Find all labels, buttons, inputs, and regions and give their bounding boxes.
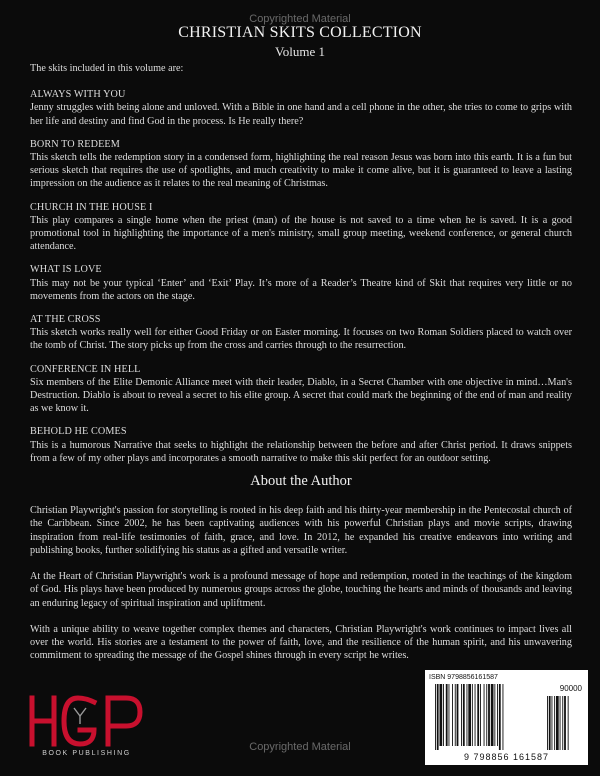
isbn-label: ISBN 9798856161587 xyxy=(429,674,498,681)
back-cover-text xyxy=(30,62,572,675)
skit-entry xyxy=(30,138,572,191)
barcode-bar xyxy=(455,684,456,746)
about-author-heading: About the Author xyxy=(250,473,352,490)
barcode-bar xyxy=(449,684,450,746)
barcode-bar xyxy=(443,684,444,746)
skit-title: BEHOLD HE COMES xyxy=(30,426,127,438)
barcode-bar xyxy=(480,684,481,746)
barcode-bar xyxy=(484,684,485,746)
volume-label: Volume 1 xyxy=(275,44,325,59)
skit-entry xyxy=(30,201,572,254)
skit-title: AT THE CROSS xyxy=(30,314,101,326)
barcode-bar xyxy=(461,684,462,746)
publisher-subtitle: BOOK PUBLISHING xyxy=(42,750,131,757)
book-title: CHRISTIAN SKITS COLLECTION xyxy=(178,24,422,41)
barcode-bar xyxy=(440,684,443,746)
price-code: 90000 xyxy=(559,684,582,693)
watermark-top: Copyrighted Material xyxy=(249,13,351,25)
skit-description: This sketch works really well for either Good Friday or on Easter morning. It focuses on two Roman Soldiers placed to watch over the tomb of Christ. The story picks up from the cross and carries through to the resurrection. xyxy=(30,327,572,352)
watermark-bottom: Copyrighted Material xyxy=(249,741,351,753)
barcode-bar xyxy=(463,684,465,746)
skit-entry xyxy=(30,363,572,416)
barcode-bar xyxy=(468,684,471,746)
skit-entry xyxy=(30,263,572,303)
skit-title: CONFERENCE IN HELL xyxy=(30,363,141,375)
barcode-bar xyxy=(488,684,490,746)
barcode-number: 9 798856 161587 xyxy=(463,752,550,762)
barcode-bar xyxy=(486,684,487,746)
skit-description: This sketch tells the redemption story in a condensed form, highlighting the real reason Jesus was born into this earth. It is a fun but serious sketch that requires the use of spotlights, and much creativity to make it come alive, but it is guaranteed to leave a lasting impression on the audience as it relates to the real meaning of Christmas. xyxy=(30,152,572,190)
skit-description: Jenny struggles with being alone and unloved. With a Bible in one hand and a cell phone in the other, she tries to come to grips with her life and destiny and find God in the process. Is He really there? xyxy=(30,102,572,127)
barcode-bar xyxy=(452,684,453,746)
skit-entry xyxy=(30,88,572,128)
skit-title: WHAT IS LOVE xyxy=(30,264,102,276)
barcode-bar xyxy=(472,684,473,746)
intro-text: The skits included in this volume are: xyxy=(30,63,184,74)
barcode-bar xyxy=(457,684,459,746)
skit-title: CHURCH IN THE HOUSE I xyxy=(30,201,153,213)
skit-title: ALWAYS WITH YOU xyxy=(30,89,126,101)
about-paragraph: Christian Playwright's passion for storytelling is rooted in his deep faith and his thirty-year membership in the Pentecostal church of the Caribbean. Since 2002, he has been captivating audiences with his powerful Christian plays and movie scripts, drawing inspiration from real-life testimonies of faith, grace, and love. In 2012, he expanded his creative endeavors into writing and publishing books, further solidifying his status as a gifted and versatile writer. xyxy=(30,505,572,556)
skit-entry xyxy=(30,313,572,353)
barcode-bar xyxy=(475,684,476,746)
barcode-bar xyxy=(446,684,448,746)
about-paragraph: With a unique ability to weave together complex themes and characters, Christian Playwright's work continues to impact lives all over the world. His stories are a testament to the power of faith, love, and the resilience of the human spirit, and his unwavering commitment to spreading the message of the Gospel shines through in every script he writes. xyxy=(30,623,572,662)
skit-entry xyxy=(30,425,572,465)
barcode-bar xyxy=(497,684,498,746)
about-paragraph: At the Heart of Christian Playwright's work is a profound message of hope and redemption, rooted in the teachings of the kingdom of God. His plays have been produced by numerous groups across the globe, touching the hearts and minds of thousands and leaving an enduring legacy of spiritual inspiration and upliftment. xyxy=(30,571,572,609)
barcode-bar xyxy=(477,684,479,746)
skit-description: This may not be your typical ‘Enter’ and ‘Exit’ Play. It’s more of a Reader’s Theatre kind of Skit that requires very little or no movements from the actors on the stage. xyxy=(30,277,572,302)
skit-description: This play compares a single home when the priest (man) of the house is not saved to a time when he is saved. It is a good promotional tool in highlighting the importance of a men's ministry, small group meeting, weekend conference, or general church attendance. xyxy=(30,214,572,253)
barcode-bar xyxy=(494,684,495,746)
skit-description: This is a humorous Narrative that seeks to highlight the relationship between the before and after Christ period. It draws snippets from a few of my other plays and incorporates a smooth narrative to make this skit perfect for an outdoor setting. xyxy=(30,439,572,464)
barcode-bar xyxy=(491,684,494,746)
barcode-bar xyxy=(467,684,468,746)
skit-description: Six members of the Elite Demonic Alliance meet with their leader, Diablo, in a Secret Chamber with one objective in mind…Man's Destruction. Diablo is about to reveal a secret to his elite group. A secret that could mark the beginning of the end of man and reality as we know it. xyxy=(30,376,572,415)
skit-title: BORN TO REDEEM xyxy=(30,138,120,150)
